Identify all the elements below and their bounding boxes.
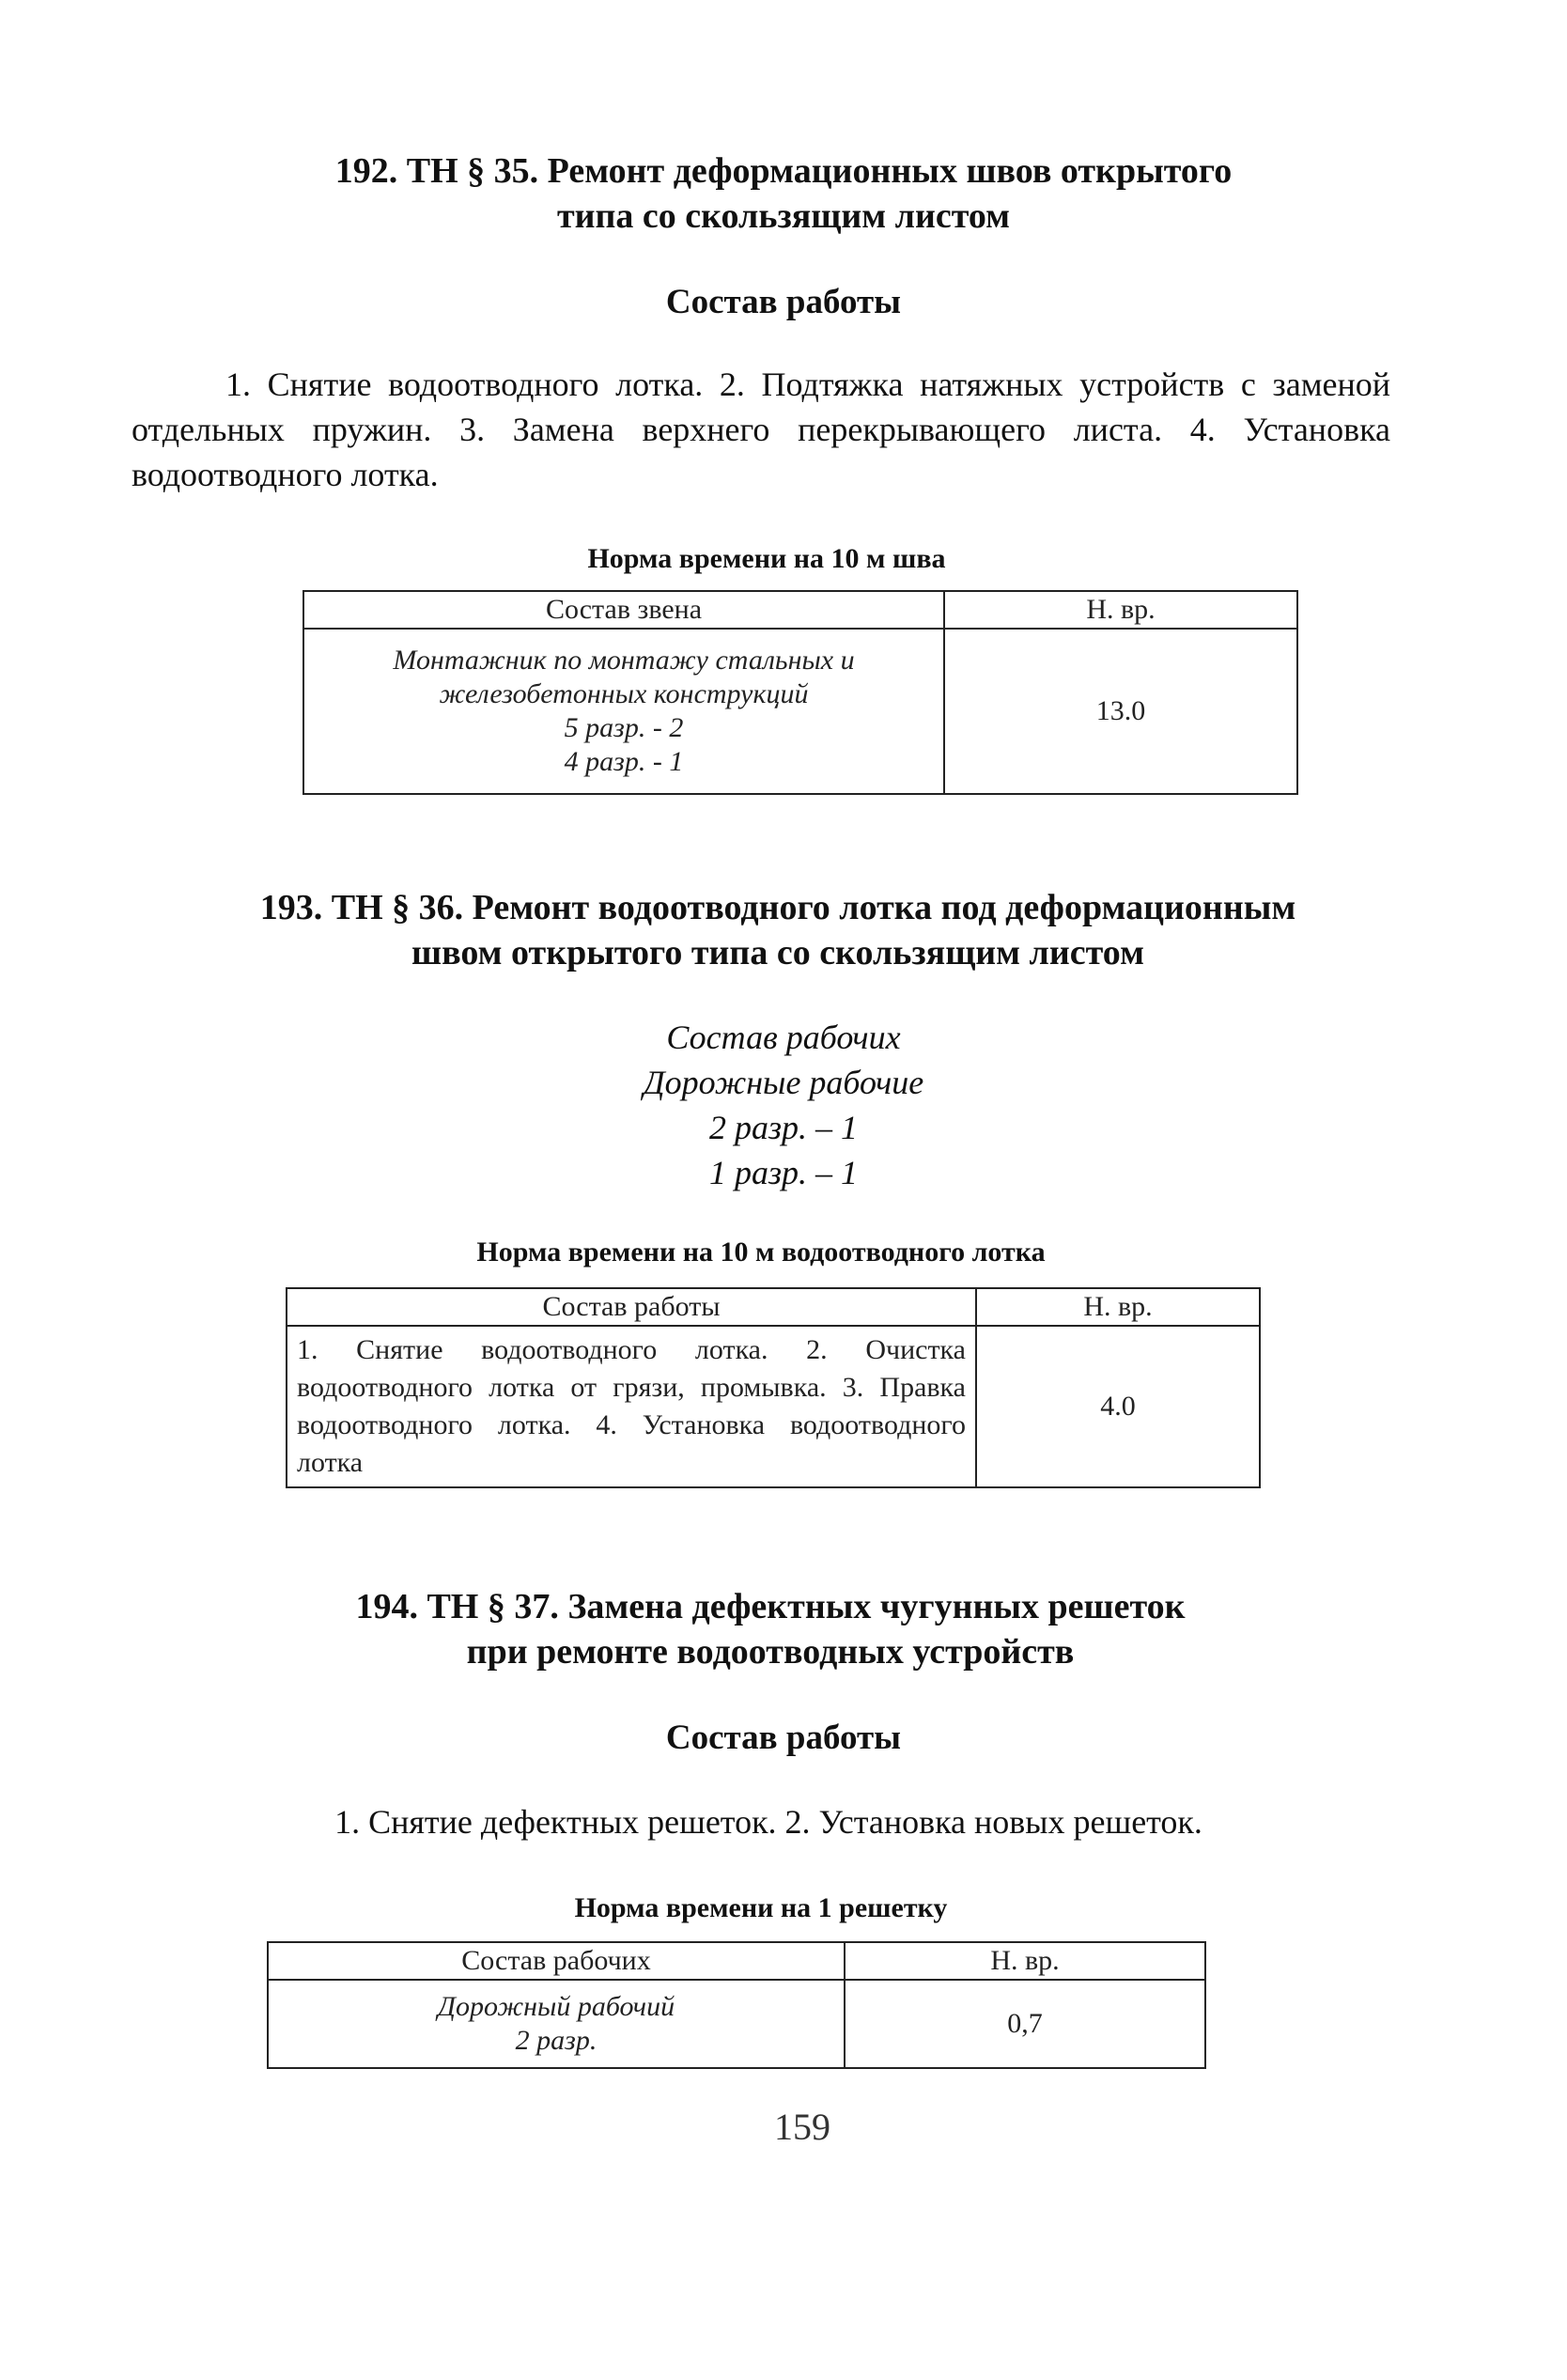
norm-table-192 bbox=[303, 590, 1298, 795]
section-title-line: типа со скользящим листом bbox=[556, 196, 1011, 236]
crew-line: Дорожный рабочий bbox=[437, 1991, 675, 2022]
table-header-norm: Н. вр. bbox=[976, 1288, 1260, 1326]
workers-heading: Состав рабочих bbox=[666, 1019, 901, 1056]
norm-value: 4.0 bbox=[976, 1326, 1260, 1487]
crew-cell bbox=[303, 629, 944, 794]
page-number: 159 bbox=[774, 2106, 830, 2148]
norm-value: 0,7 bbox=[845, 1980, 1205, 2068]
crew-line: железобетонных конструкций bbox=[439, 678, 809, 709]
work-composition-text: 1. Снятие водоотводного лотка. 2. Подтяжка натяжных устройств с заменой отдельных пружин. 3. Замена верхнего перекрывающего листа. 4. Установка водоотводного лотка. bbox=[132, 366, 1390, 493]
crew-line: Монтажник по монтажу стальных и bbox=[393, 645, 855, 676]
section-title-line: 192. ТН § 35. Ремонт деформационных швов открытого bbox=[334, 151, 1233, 191]
norm-table-193 bbox=[286, 1287, 1261, 1488]
table-header-crew: Состав звена bbox=[303, 591, 944, 629]
section-title-line: 194. ТН § 37. Замена дефектных чугунных решеток bbox=[355, 1587, 1186, 1626]
section-192-title bbox=[0, 148, 1567, 239]
section-title-line: 193. ТН § 36. Ремонт водоотводного лотка под деформационным bbox=[259, 888, 1296, 927]
work-composition-text: 1. Снятие дефектных решеток. 2. Установка новых решеток. bbox=[334, 1803, 1202, 1841]
table-caption: Норма времени на 1 решетку bbox=[574, 1892, 948, 1923]
table-caption: Норма времени на 10 м шва bbox=[587, 543, 946, 574]
workers-composition bbox=[0, 1015, 1567, 1195]
workers-line: 1 разр. – 1 bbox=[708, 1154, 859, 1191]
norm-value: 13.0 bbox=[944, 629, 1297, 794]
crew-line: 2 разр. bbox=[515, 2025, 597, 2056]
table-header-crew: Состав рабочих bbox=[268, 1942, 845, 1980]
table-caption: Норма времени на 10 м водоотводного лотка bbox=[476, 1237, 1046, 1268]
section-title-line: швом открытого типа со скользящим листом bbox=[411, 933, 1144, 972]
crew-cell bbox=[268, 1980, 845, 2068]
section-title-line: при ремонте водоотводных устройств bbox=[466, 1632, 1075, 1672]
crew-line: 5 разр. - 2 bbox=[564, 712, 684, 743]
section-193-title bbox=[0, 885, 1561, 975]
section-194-title bbox=[0, 1584, 1554, 1674]
crew-line: 4 разр. - 1 bbox=[564, 746, 684, 777]
work-composition-heading: Состав работы bbox=[665, 1719, 902, 1757]
norm-table-194 bbox=[267, 1941, 1206, 2069]
work-composition-heading: Состав работы bbox=[665, 283, 902, 321]
workers-line: Дорожные рабочие bbox=[643, 1064, 924, 1101]
table-header-work: Состав работы bbox=[287, 1288, 976, 1326]
table-header-norm: Н. вр. bbox=[845, 1942, 1205, 1980]
workers-line: 2 разр. – 1 bbox=[708, 1109, 859, 1146]
table-header-norm: Н. вр. bbox=[944, 591, 1297, 629]
work-cell: 1. Снятие водоотводного лотка. 2. Очистка водоотводного лотка от грязи, промывка. 3. Правка водоотводного лотка. 4. Установка водоотводного лотка bbox=[287, 1326, 976, 1487]
